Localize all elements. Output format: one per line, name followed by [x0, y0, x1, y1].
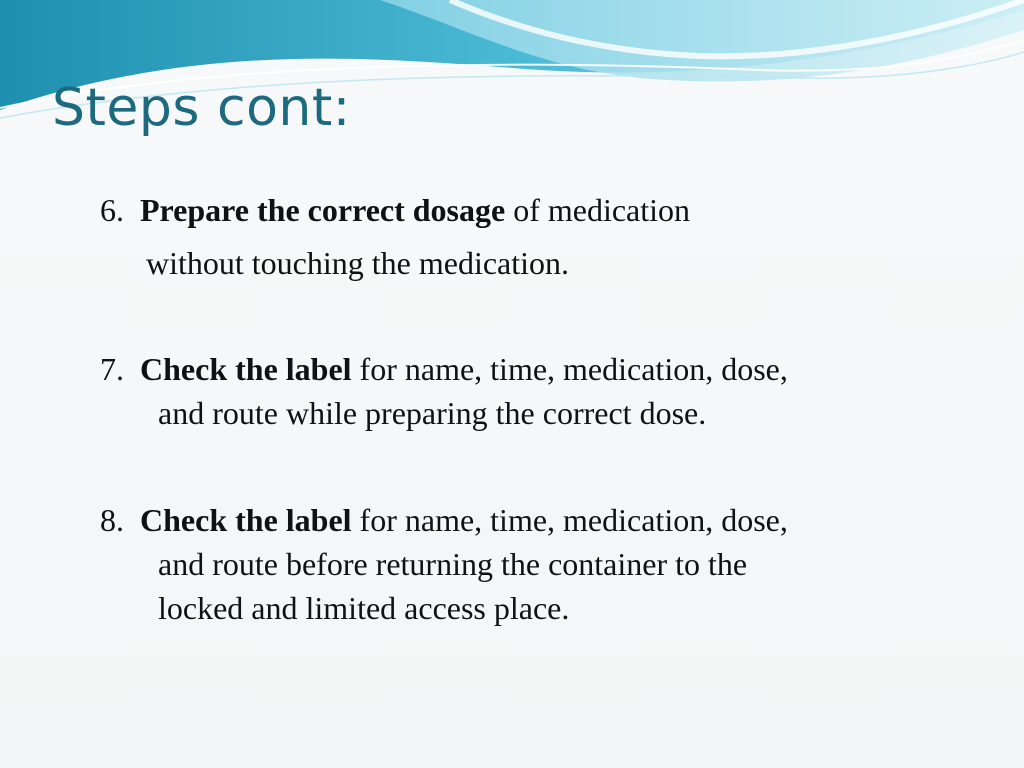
step-8 — [100, 498, 788, 630]
step-7 — [100, 347, 788, 435]
step-6 — [100, 188, 690, 285]
slide-title: Steps cont: — [52, 78, 351, 138]
step-7-line-2: and route while preparing the correct dose. — [158, 395, 707, 431]
step-8-line-1 — [100, 498, 788, 542]
step-number: 6. — [100, 192, 124, 228]
step-text: for name, time, medication, dose, — [351, 502, 788, 538]
step-bold-text: Check the label — [140, 351, 352, 387]
step-bold-text: Check the label — [140, 502, 352, 538]
step-8-line-2: and route before returning the container to the — [158, 546, 748, 582]
step-6-line-2: without touching the medication. — [146, 245, 570, 281]
step-number: 7. — [100, 351, 124, 387]
step-text: of medication — [505, 192, 691, 228]
step-text: for name, time, medication, dose, — [351, 351, 788, 387]
step-6-line-1 — [100, 188, 690, 232]
step-8-line-3: locked and limited access place. — [158, 590, 570, 626]
step-7-line-1 — [100, 347, 788, 391]
step-bold-text: Prepare the correct dosage — [140, 192, 506, 228]
step-number: 8. — [100, 502, 124, 538]
